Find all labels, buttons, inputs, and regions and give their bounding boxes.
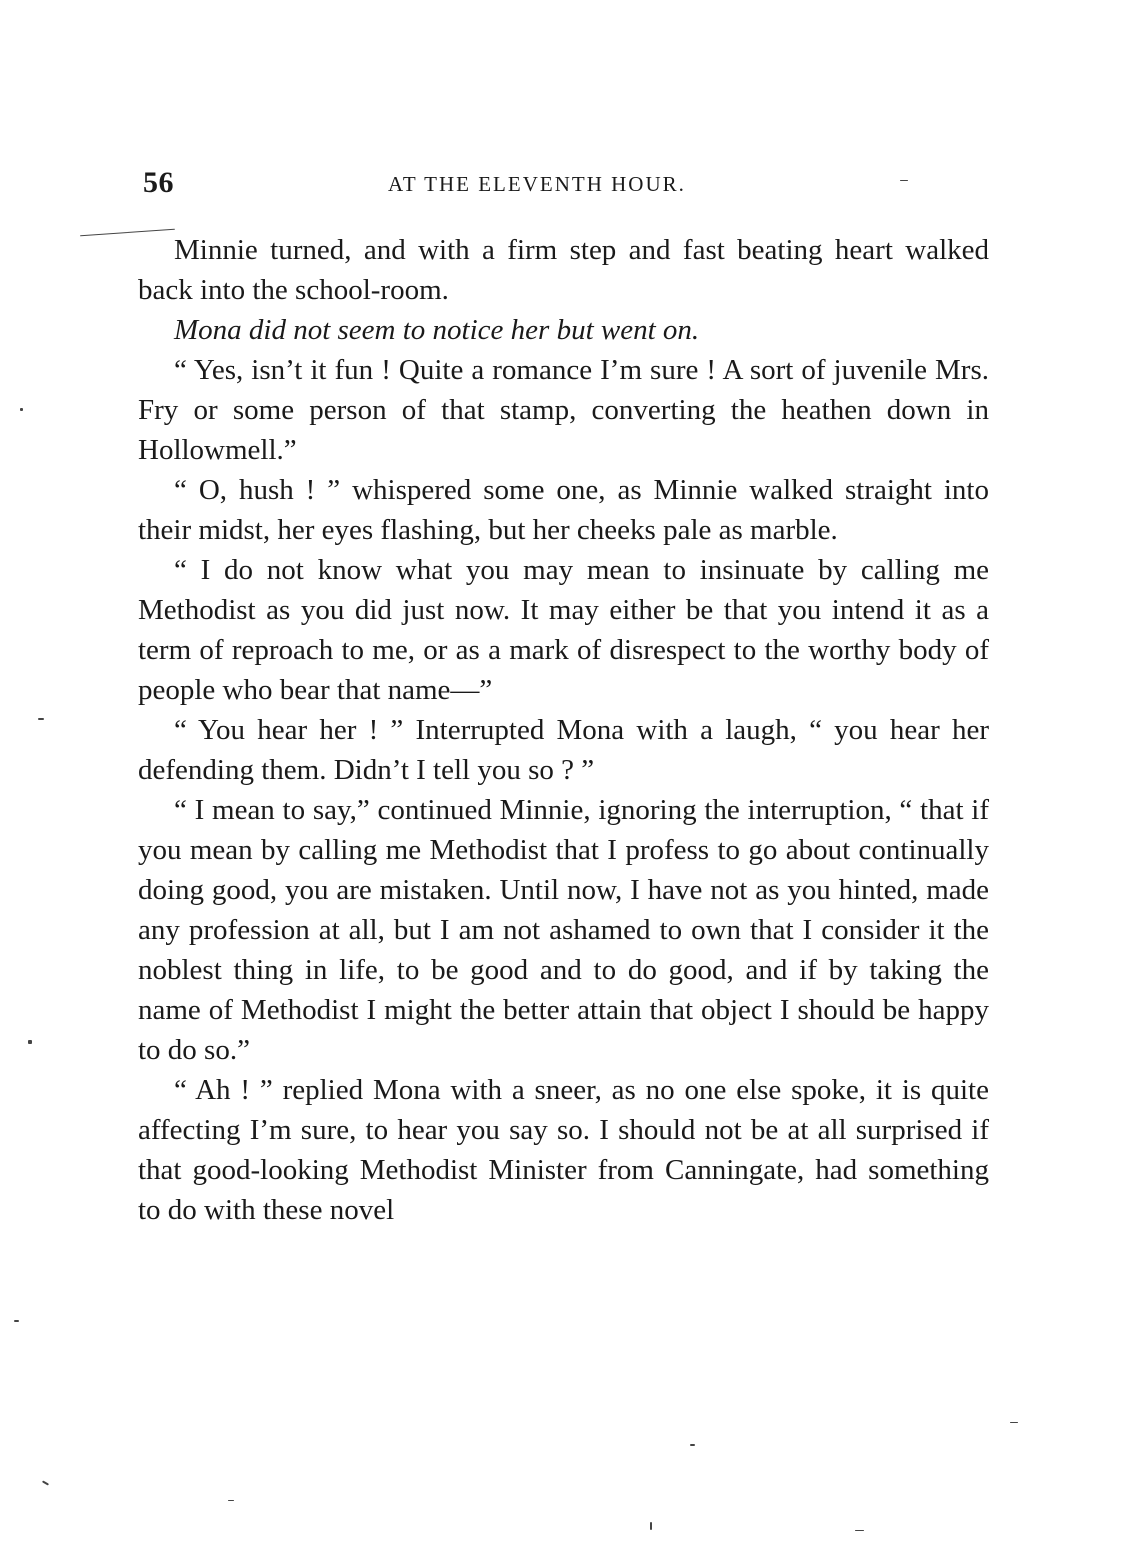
scan-speck bbox=[690, 1444, 695, 1446]
paragraph: “ I mean to say,” continued Minnie, ignoring the interruption, “ that if you mean by calling me Methodist that I profess to go about continually doing good, you are mistaken. Until now, I have not as you hinted, made any profession at all, but I am not ashamed to own that I consider it the noblest thing in life, to be good and to do good, and if by taking the name of Methodist I might the better attain that object I should be happy to do so.” bbox=[138, 794, 989, 1066]
paragraph: “ You hear her ! ” Interrupted Mona with a laugh, “ you hear her defending them. Didn’t I tell you so ? ” bbox=[138, 714, 989, 786]
paragraph: Minnie turned, and with a firm step and fast beating heart walked back into the school-room. bbox=[138, 234, 989, 306]
page-header bbox=[143, 166, 989, 206]
paragraph: “ Ah ! ” replied Mona with a sneer, as no one else spoke, it is quite affecting I’m sure, to hear you say so. I should not be at all surprised if that good-looking Methodist Minister from Canningate, had something to do with these novel bbox=[138, 1074, 989, 1226]
paragraph: Mona did not seem to notice her but went on. bbox=[174, 314, 700, 346]
paragraph: “ I do not know what you may mean to insinuate by calling me Methodist as you did just now. It may either be that you intend it as a term of reproach to me, or as a mark of disrespect to the worthy body of people who bear that name—” bbox=[138, 554, 989, 706]
page-number: 56 bbox=[143, 166, 174, 199]
scan-speck bbox=[14, 1320, 19, 1322]
scan-speck bbox=[650, 1522, 652, 1530]
scan-speck bbox=[900, 180, 908, 181]
scan-speck bbox=[20, 408, 23, 411]
scan-speck bbox=[42, 1480, 49, 1485]
scan-speck bbox=[228, 1500, 234, 1501]
running-title: AT THE ELEVENTH HOUR. bbox=[388, 172, 686, 196]
scan-speck bbox=[38, 718, 44, 720]
paragraph: “ O, hush ! ” whispered some one, as Minnie walked straight into their midst, her eyes flashing, but her cheeks pale as marble. bbox=[138, 474, 989, 546]
scan-speck bbox=[1010, 1422, 1018, 1423]
body-text bbox=[138, 230, 989, 1230]
scan-speck bbox=[28, 1040, 32, 1044]
paragraph: “ Yes, isn’t it fun ! Quite a romance I’m sure ! A sort of juvenile Mrs. Fry or some person of that stamp, converting the heathen down in Hollowmell.” bbox=[138, 354, 989, 466]
scan-speck bbox=[855, 1530, 864, 1531]
